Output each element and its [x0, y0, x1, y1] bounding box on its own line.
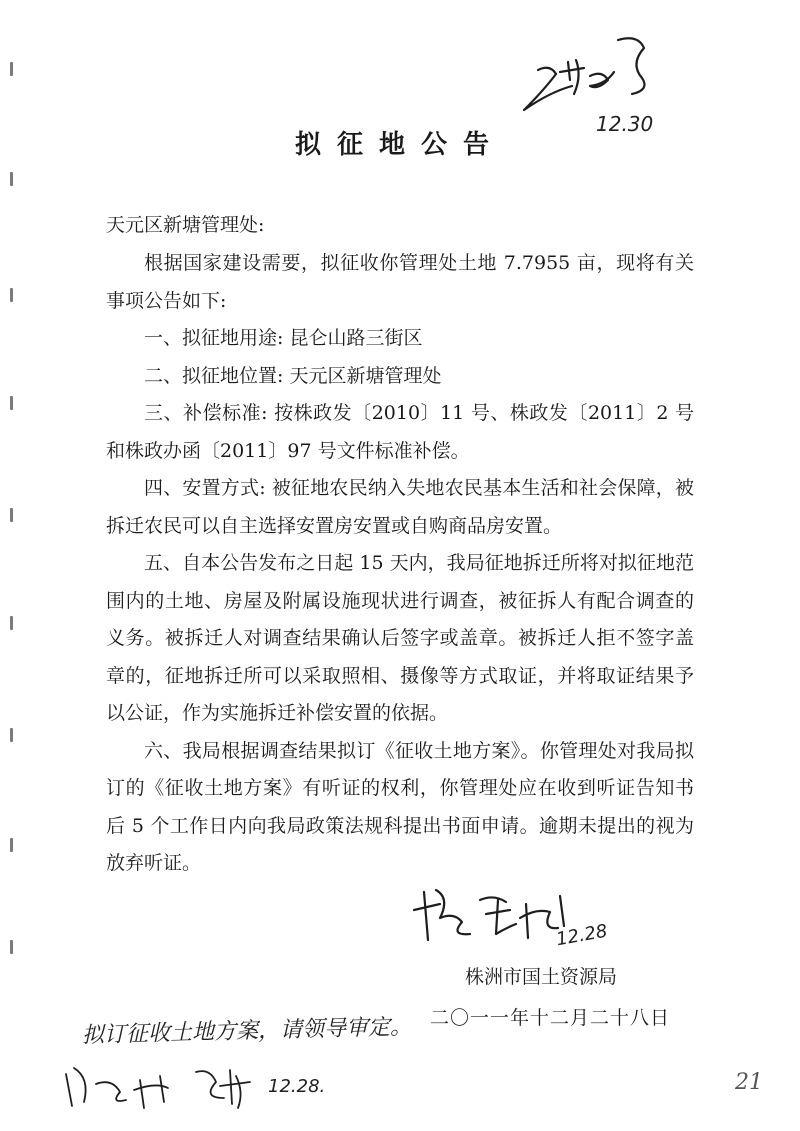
top-handwritten-date: 12.30: [596, 112, 654, 136]
punch-hole-mark: [10, 940, 13, 954]
body-paragraph: 六、我局根据调查结果拟订《征收土地方案》。你管理处对我局拟订的《征收土地方案》有听证的权利，你管理处应在收到听证告知书后 5 个工作日内向我局政策法规科提出书面申请。逾期未提出的视为放弃听证。: [106, 739, 694, 874]
addressee: 天元区新塘管理处:: [106, 214, 265, 236]
body-paragraph: 四、安置方式: 被征地农民纳入失地农民基本生活和社会保障，被拆迁农民可以自主选择安置房安置或自购商品房安置。: [106, 477, 694, 537]
punch-hole-mark: [10, 838, 13, 852]
punch-hole-mark: [10, 172, 13, 186]
body-paragraph: 根据国家建设需要，拟征收你管理处土地 7.7955 亩，现将有关事项公告如下:: [106, 252, 694, 312]
punch-hole-mark: [10, 508, 13, 522]
page-number: 21: [735, 1070, 763, 1095]
bottom-signature: [60, 1058, 260, 1118]
body-paragraph: 一、拟征地用途: 昆仑山路三街区: [144, 327, 423, 349]
body-paragraph: 三、补偿标准: 按株政发〔2010〕11 号、株政发〔2011〕2 号和株政办函〔2011〕97 号文件标准补偿。: [106, 402, 694, 462]
punch-hole-mark: [10, 396, 13, 410]
punch-hole-mark: [10, 728, 13, 742]
bottom-handwritten-date: 12.28.: [268, 1076, 326, 1097]
signature-handwritten-date: 12.28: [554, 920, 609, 951]
punch-hole-mark: [10, 288, 13, 302]
body-paragraph: 五、自本公告发布之日起 15 天内，我局征地拆迁所将对拟征地范围内的土地、房屋及附属设施现状进行调查，被征拆人有配合调查的义务。被拆迁人对调查结果确认后签字或盖章。被拆迁人拒不签字盖章的，征地拆迁所可以采取照相、摄像等方式取证，并将取证结果予以公证，作为实施拆迁补偿安置的依据。: [106, 552, 694, 724]
punch-hole-mark: [10, 616, 13, 630]
punch-hole-mark: [10, 62, 13, 76]
handwritten-note: 拟订征收土地方案，请领导审定。: [81, 1014, 413, 1049]
document-title: 拟征地公告: [294, 130, 505, 160]
notice-body: [106, 245, 694, 883]
top-signature: [510, 20, 660, 120]
issuing-organization: 株洲市国土资源局: [465, 966, 618, 988]
body-paragraph: 二、拟征地位置: 天元区新塘管理处: [144, 364, 442, 387]
issue-date: 二〇一一年十二月二十八日: [430, 1007, 671, 1029]
